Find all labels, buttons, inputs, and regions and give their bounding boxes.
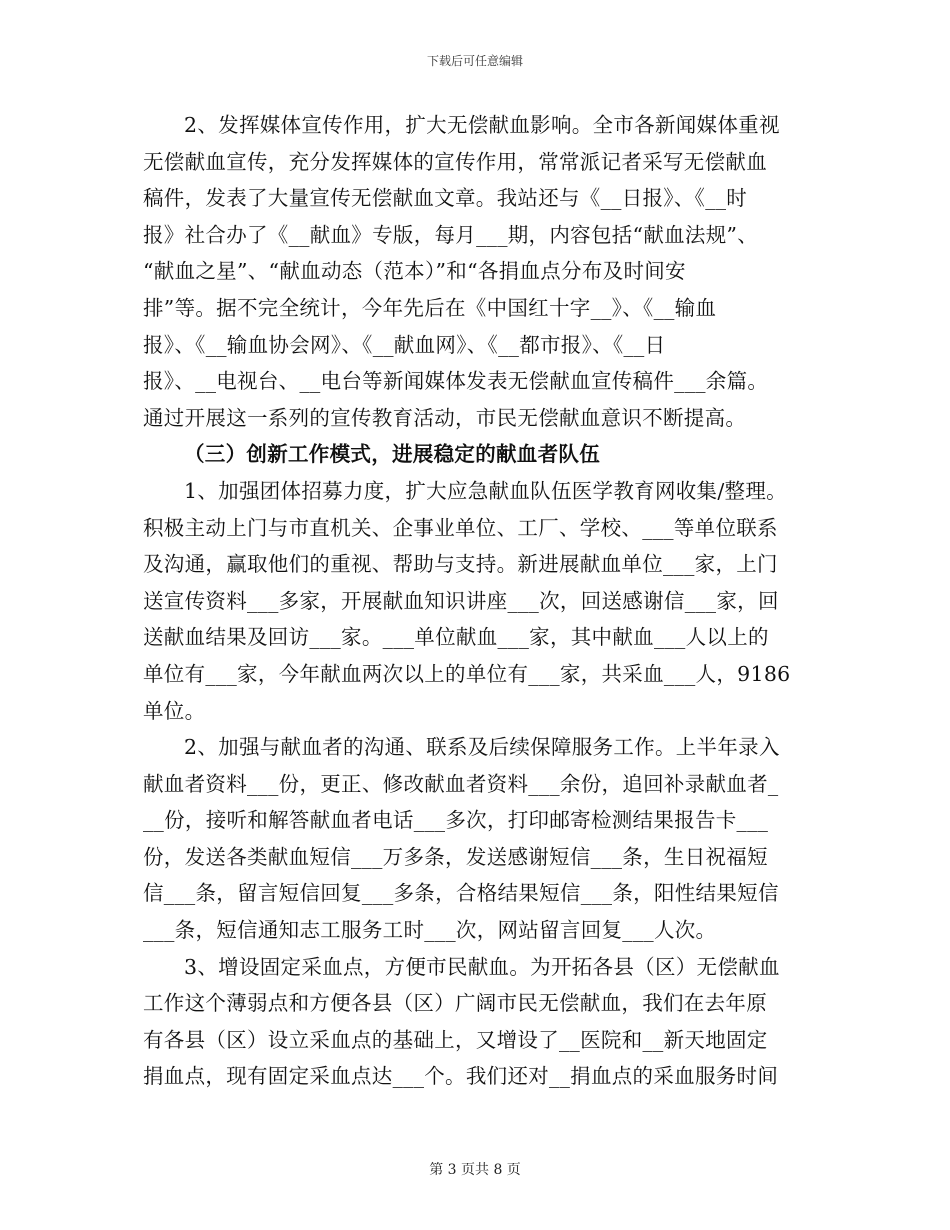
text-line: 2、加强与献血者的沟通、联系及后续保障服务工作。上半年录入	[184, 735, 780, 760]
text-line: 报》、《__输血协会网》、《__献血网》、《__都市报》、《__日	[143, 332, 666, 357]
text-line: 送宣传资料___多家，开展献血知识讲座___次，回送感谢信___家，回	[143, 588, 779, 613]
page-footer: 第 3 页共 8 页	[429, 1162, 521, 1178]
text-line: __份，接听和解答献血者电话___多次，打印邮寄检测结果报告卡___	[143, 808, 769, 833]
text-line: 1、加强团体招募力度，扩大应急献血队伍医学教育网收集/整理。	[184, 478, 787, 503]
text-line: 单位有___家，今年献血两次以上的单位有___家，共采血___人，9186	[143, 661, 791, 686]
text-line: 稿件，发表了大量宣传无偿献血文章。我站还与《__日报》、《__时	[143, 186, 748, 211]
text-line: 2、发挥媒体宣传作用，扩大无偿献血影响。全市各新闻媒体重视	[184, 113, 780, 137]
text-line: 排”等。据不完全统计，今年先后在《中国红十字__》、《__输血	[143, 295, 717, 320]
text-line: 报》社合办了《__献血》专版，每月___期，内容包括“献血法规”、	[143, 222, 759, 247]
paragraph-media-publicity	[143, 107, 807, 436]
text-line: 捐血点，现有固定采血点达___个。我们还对__捐血点的采血服务时间	[143, 1064, 779, 1089]
paragraph-donor-communication	[143, 729, 807, 949]
text-line: 献血者资料___份，更正、修改献血者资料___余份，追回补录献血者_	[143, 771, 779, 796]
text-line: 有各县（区）设立采血点的基础上，又增设了__医院和__新天地固定	[143, 1027, 768, 1052]
text-line: 单位。	[143, 698, 206, 723]
text-line: 及沟通，赢取他们的重视、帮助与支持。新进展献血单位___家，上门	[143, 552, 778, 577]
text-line: 3、增设固定采血点，方便市民献血。为开拓各县（区）无偿献血	[184, 954, 780, 979]
text-line: 积极主动上门与市直机关、企事业单位、工厂、学校、___等单位联系	[143, 515, 778, 540]
paragraph-group-recruitment	[143, 473, 807, 729]
text-line: 工作这个薄弱点和方便各县（区）广阔市民无偿献血，我们在去年原	[143, 991, 767, 1016]
section-heading-wrapper	[143, 436, 807, 473]
text-line: ___条，短信通知志工服务工时___次，网站留言回复___人次。	[143, 918, 717, 943]
text-line: 无偿献血宣传，充分发挥媒体的宣传作用，常常派记者采写无偿献血	[143, 149, 767, 174]
paragraph-collection-points	[143, 949, 807, 1095]
document-body	[143, 107, 807, 1095]
text-line: 份，发送各类献血短信___万多条，发送感谢短信___条，生日祝福短	[143, 844, 768, 869]
text-line: 送献血结果及回访___家。___单位献血___家，其中献血___人以上的	[143, 625, 769, 650]
text-line: 报》、__电视台、__电台等新闻媒体发表无偿献血宣传稿件___余篇。	[143, 369, 769, 394]
section-heading: （三）创新工作模式，进展稳定的献血者队伍	[184, 442, 600, 467]
page-header: 下载后可任意编辑	[426, 54, 523, 68]
text-line: “献血之星”、“献血动态（范本）”和“各捐血点分布及时间安	[143, 259, 686, 284]
text-line: 信___条，留言短信回复___多条，合格结果短信___条，阳性结果短信	[143, 881, 779, 906]
text-line: 通过开展这一系列的宣传教育活动，市民无偿献血意识不断提高。	[143, 405, 747, 430]
